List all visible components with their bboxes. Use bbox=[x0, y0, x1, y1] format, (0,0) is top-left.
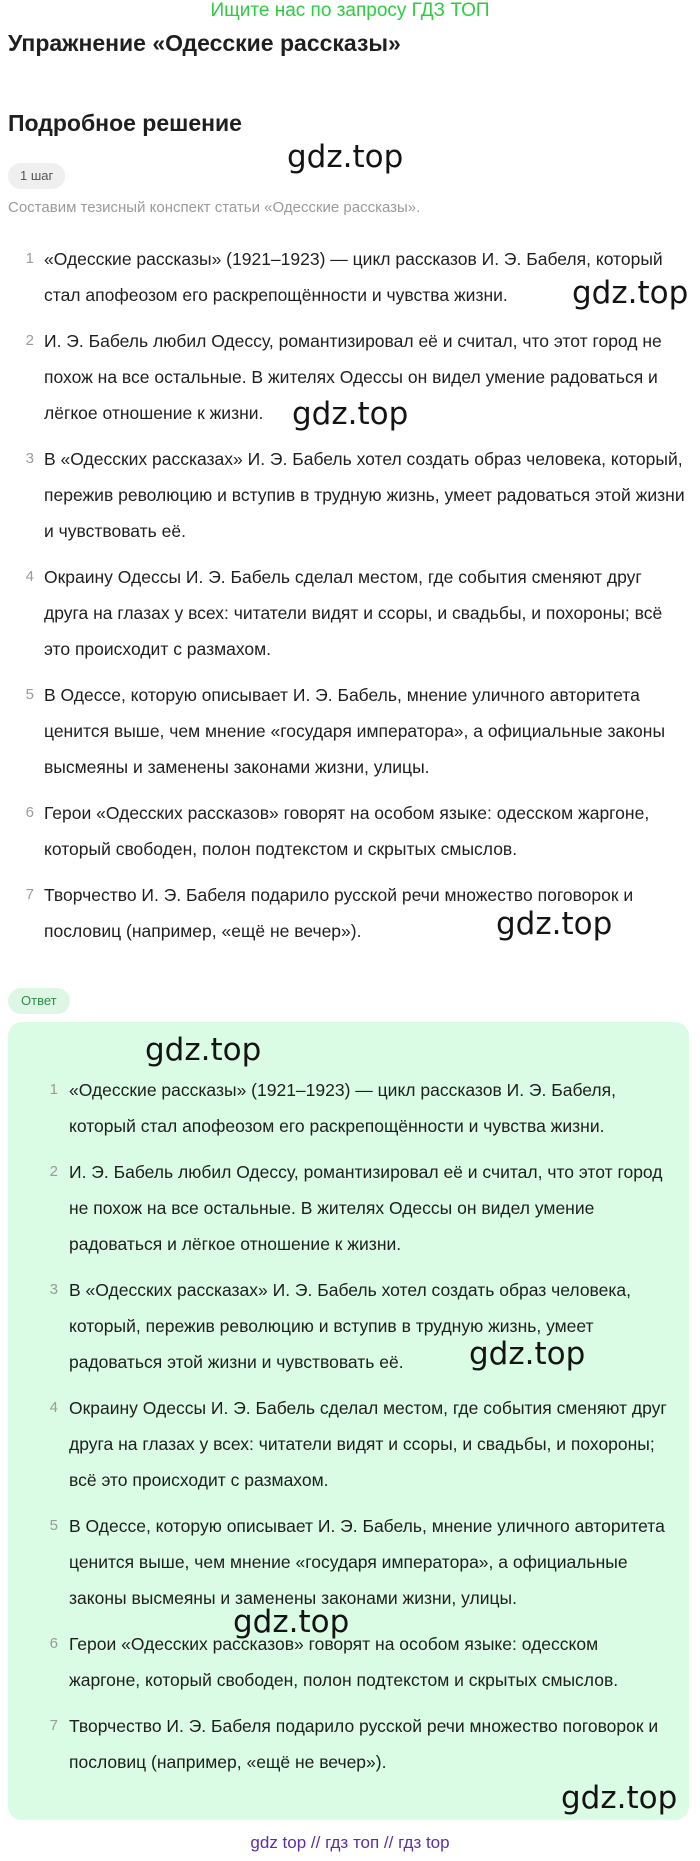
item-number: 5 bbox=[25, 686, 34, 703]
watermark: gdz.top bbox=[292, 396, 409, 432]
solution-list bbox=[0, 241, 700, 949]
list-item bbox=[0, 1154, 700, 1262]
watermark: gdz.top bbox=[287, 139, 404, 175]
item-number: 3 bbox=[49, 1281, 58, 1298]
item-text: Герои «Одесских рассказов» говорят на особом языке: одесском жаргоне, который свободен, полон подтекстом и скрытых смыслов. bbox=[69, 1634, 619, 1690]
list-item bbox=[0, 1626, 700, 1698]
watermark: gdz.top bbox=[145, 1032, 262, 1068]
item-number: 2 bbox=[25, 332, 34, 349]
item-text: В «Одесских рассказах» И. Э. Бабель хотел создать образ человека, который, пережив революцию и вступив в трудную жизнь, умеет радоваться этой жизни и чувствовать её. bbox=[44, 449, 685, 541]
item-number: 6 bbox=[49, 1635, 58, 1652]
item-text: В «Одесских рассказах» И. Э. Бабель хотел создать образ человека, который, пережив революцию и вступив в трудную жизнь, умеет радоваться этой жизни и чувствовать её. bbox=[69, 1280, 632, 1372]
item-text: Герои «Одесских рассказов» говорят на особом языке: одесском жаргоне, который свободен, полон подтекстом и скрытых смыслов. bbox=[44, 803, 650, 859]
solution-title: Подробное решение bbox=[8, 110, 242, 136]
item-number: 4 bbox=[25, 568, 34, 585]
item-number: 3 bbox=[25, 450, 34, 467]
list-item bbox=[0, 1072, 700, 1144]
item-text: Окраину Одессы И. Э. Бабель сделал местом, где события сменяют друг друга на глазах у всех: читатели видят и ссоры, и свадьбы, и похороны; всё это происходит с размахом. bbox=[44, 567, 663, 659]
step-badge: 1 шаг bbox=[8, 163, 65, 189]
list-item bbox=[0, 1272, 700, 1380]
item-number: 7 bbox=[49, 1717, 58, 1734]
item-text: Творчество И. Э. Бабеля подарило русской речи множество поговорок и пословиц (например, «ещё не вечер»). bbox=[69, 1716, 659, 1772]
watermark: gdz.top bbox=[469, 1336, 586, 1372]
item-number: 1 bbox=[49, 1081, 58, 1098]
item-text: Окраину Одессы И. Э. Бабель сделал местом, где события сменяют друг друга на глазах у всех: читатели видят и ссоры, и свадьбы, и похороны; всё это происходит с размахом. bbox=[69, 1398, 667, 1490]
item-number: 1 bbox=[25, 250, 34, 267]
watermark: gdz.top bbox=[496, 906, 613, 942]
item-number: 7 bbox=[25, 886, 34, 903]
item-text: В Одессе, которую описывает И. Э. Бабель, мнение уличного авторитета ценится выше, чем мнение «государя императора», а официальные законы высмеяны и заменены законами жизни, улицы. bbox=[44, 685, 666, 777]
answer-badge: Ответ bbox=[8, 988, 70, 1014]
item-text: В Одессе, которую описывает И. Э. Бабель, мнение уличного авторитета ценится выше, чем мнение «государя императора», а официальные законы высмеяны и заменены законами жизни, улицы. bbox=[69, 1516, 665, 1608]
item-text: «Одесские рассказы» (1921–1923) — цикл рассказов И. Э. Бабеля, который стал апофеозом его раскрепощённости и чувства жизни. bbox=[69, 1080, 616, 1136]
answer-list bbox=[0, 1072, 700, 1780]
watermark: gdz.top bbox=[561, 1780, 678, 1816]
item-text: «Одесские рассказы» (1921–1923) — цикл рассказов И. Э. Бабеля, который стал апофеозом его раскрепощённости и чувства жизни. bbox=[44, 249, 663, 305]
watermark: gdz.top bbox=[233, 1604, 350, 1640]
item-text: И. Э. Бабель любил Одессу, романтизировал её и считал, что этот город не похож на все остальные. В жителях Одессы он видел умение радоваться и лёгкое отношение к жизни. bbox=[69, 1162, 663, 1254]
list-item bbox=[0, 677, 700, 785]
list-item bbox=[0, 441, 700, 549]
solution-intro: Составим тезисный конспект статьи «Одесские рассказы». bbox=[8, 199, 421, 216]
item-text: И. Э. Бабель любил Одессу, романтизировал её и считал, что этот город не похож на все остальные. В жителях Одессы он видел умение радоваться и лёгкое отношение к жизни. bbox=[44, 331, 662, 423]
item-number: 6 bbox=[25, 804, 34, 821]
item-number: 5 bbox=[49, 1517, 58, 1534]
list-item bbox=[0, 1508, 700, 1616]
list-item bbox=[0, 1708, 700, 1780]
list-item bbox=[0, 559, 700, 667]
footer: gdz top // гдз топ // гдз top bbox=[250, 1833, 450, 1852]
item-number: 2 bbox=[49, 1163, 58, 1180]
exercise-title: Упражнение «Одесские рассказы» bbox=[8, 30, 401, 56]
list-item bbox=[0, 1390, 700, 1498]
item-number: 4 bbox=[49, 1399, 58, 1416]
top-banner: Ищите нас по запросу ГДЗ ТОП bbox=[210, 0, 490, 21]
watermark: gdz.top bbox=[572, 275, 689, 311]
list-item bbox=[0, 795, 700, 867]
item-text: Творчество И. Э. Бабеля подарило русской речи множество поговорок и пословиц (например, «ещё не вечер»). bbox=[44, 885, 634, 941]
